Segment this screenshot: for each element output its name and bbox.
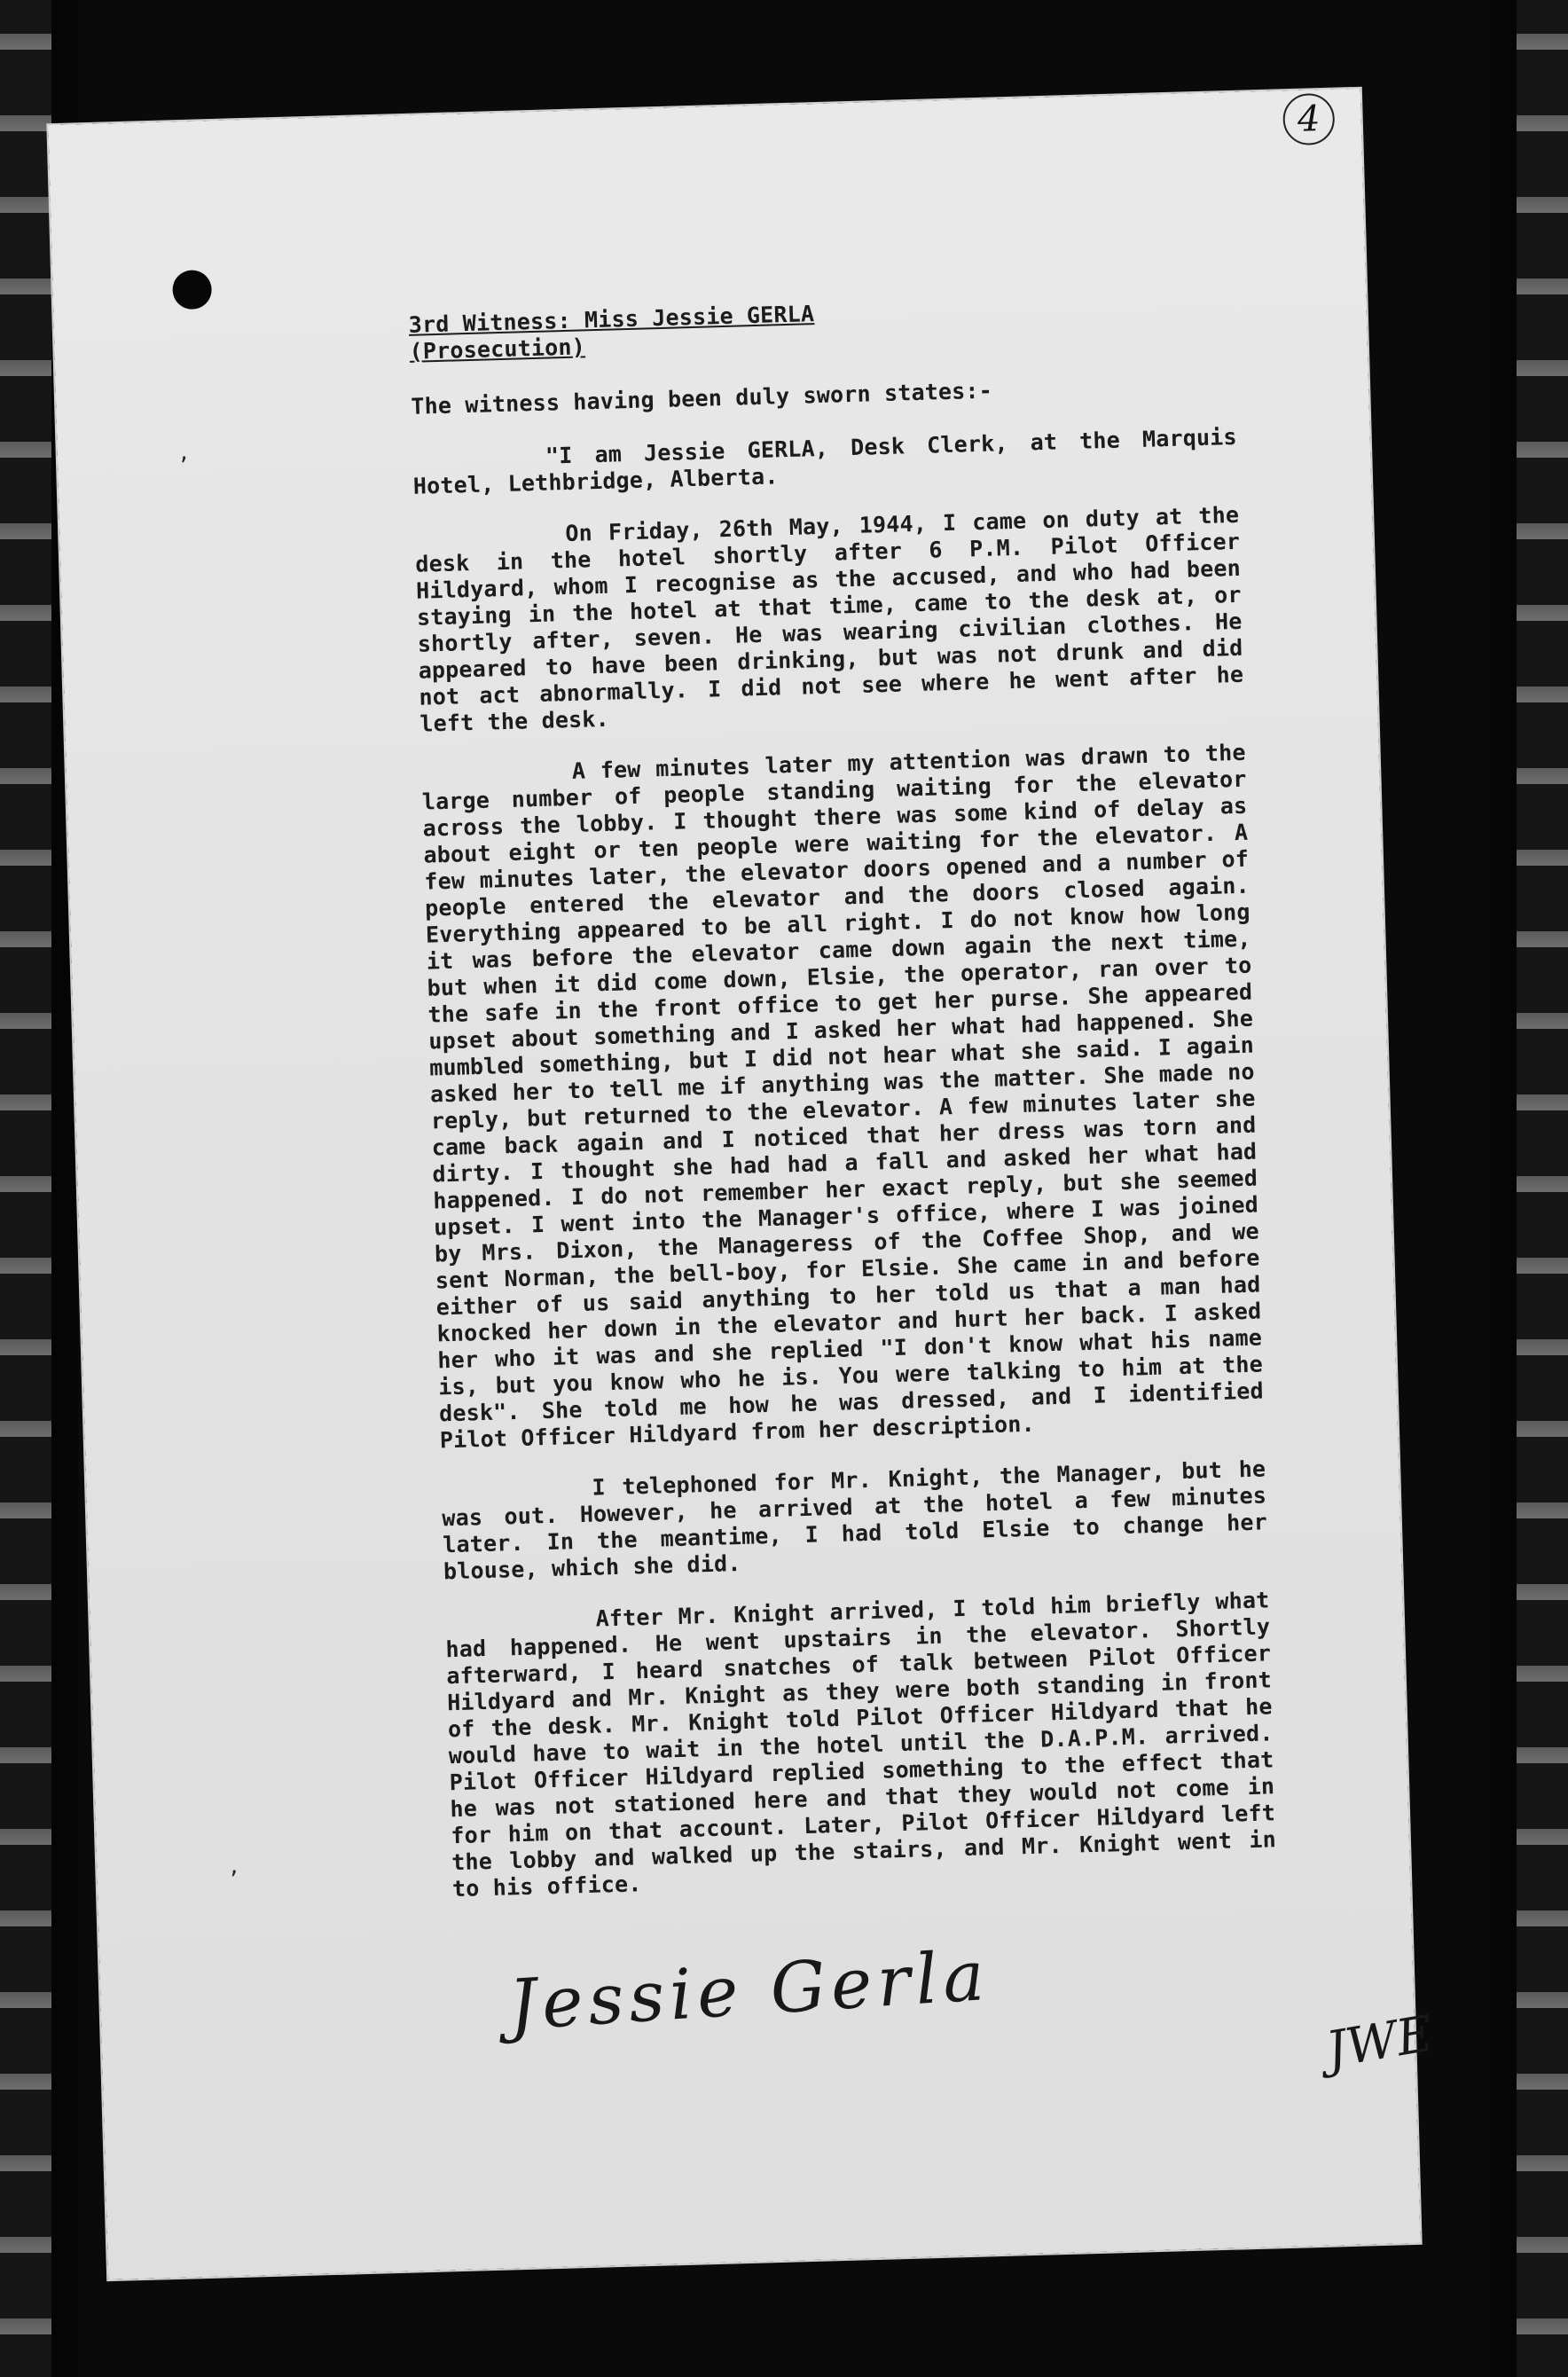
statement-paragraph: After Mr. Knight arrived, I told him briefly what had happened. He went upstairs in the elevator. Shortly afterward, I heard snatches of talk between Pilot Officer Hildyard and Mr. Knight as they were both standing in front of the desk. Mr. Knight told Pilot Officer Hildyard that he would have to wait in the hotel until the D.A.P.M. arrived. Pilot Officer Hildyard replied something to the effect that he was not stationed here and that they would not come in for him on that account. Later, Pilot Officer Hildyard left the lobby and walked up the stairs, and Mr. Knight went in to his office. <box>445 1587 1277 1902</box>
margin-mark: , <box>179 435 189 467</box>
statement-paragraph: "I am Jessie GERLA, Desk Clerk, at the Marquis Hotel, Lethbridge, Alberta. <box>412 423 1238 499</box>
witness-header: 3rd Witness: Miss Jessie GERLA <box>408 301 815 338</box>
witness-signature: Jessie Gerla <box>506 1935 992 2046</box>
statement-paragraph: I telephoned for Mr. Knight, the Manager, but he was out. However, he arrived at the hotel a few minutes later. In the meantime, I had told Elsie to change her blouse, which she did. <box>441 1455 1268 1585</box>
page-number: 4 <box>1282 93 1336 146</box>
document-page <box>48 89 1438 2279</box>
film-strip-left <box>0 0 51 2377</box>
sworn-intro: The witness having been duly sworn states:- <box>410 377 993 420</box>
statement-paragraph: A few minutes later my attention was drawn to the large number of people standing waiting for the elevator across the lobby. I thought there was some kind of delay as about eight or ten people were waiting for the elevator. A few minutes later, the elevator doors opened and a number of people entered the elevator and the doors closed again. Everything appeared to be all right. I do not know how long it was before the elevator came down again the next time, but when it did come down, Elsie, the operator, ran over to the safe in the front office to get her purse. She appeared upset about something and I asked her what had happened. She mumbled something, but I did not hear what she said. I again asked her to tell me if anything was the matter. She made no reply, but returned to the elevator. A few minutes later she came back again and I noticed that her dress was torn and dirty. I thought she had had a fall and asked her what had happened. I do not remember her exact reply, but she seemed upset. I went into the Manager's office, where I was joined by Mrs. Dixon, the Manageress of the Coffee Shop, and we sent Norman, the bell-boy, for Elsie. She came in and before either of us said anything to her told us that a man had knocked her down in the elevator and hurt her back. I asked her who it was and she replied "I don't know what his name is, but you know who he is. You were talking to him at the desk". She told me how he was dressed, and I identified Pilot Officer Hildyard from her description. <box>421 739 1265 1454</box>
film-strip-right <box>1517 0 1568 2377</box>
film-gap-right <box>1490 0 1517 2377</box>
statement-paragraph: On Friday, 26th May, 1944, I came on duty at the desk in the hotel shortly after 6 P.M. Pilot Officer Hildyard, whom I recognise as the accused, and who had been staying in the hotel at that time, came to the desk at, or shortly after, seven. He was wearing civilian clothes. He appeared to have been drinking, but was not drunk and did not act abnormally. I did not see where he went after he left the desk. <box>414 501 1244 737</box>
witness-role: (Prosecution) <box>409 333 586 365</box>
examiner-initials: JWE <box>1321 2004 1438 2080</box>
typed-statement <box>408 289 1278 1927</box>
punch-hole <box>172 270 212 310</box>
margin-mark: , <box>229 1849 239 1880</box>
